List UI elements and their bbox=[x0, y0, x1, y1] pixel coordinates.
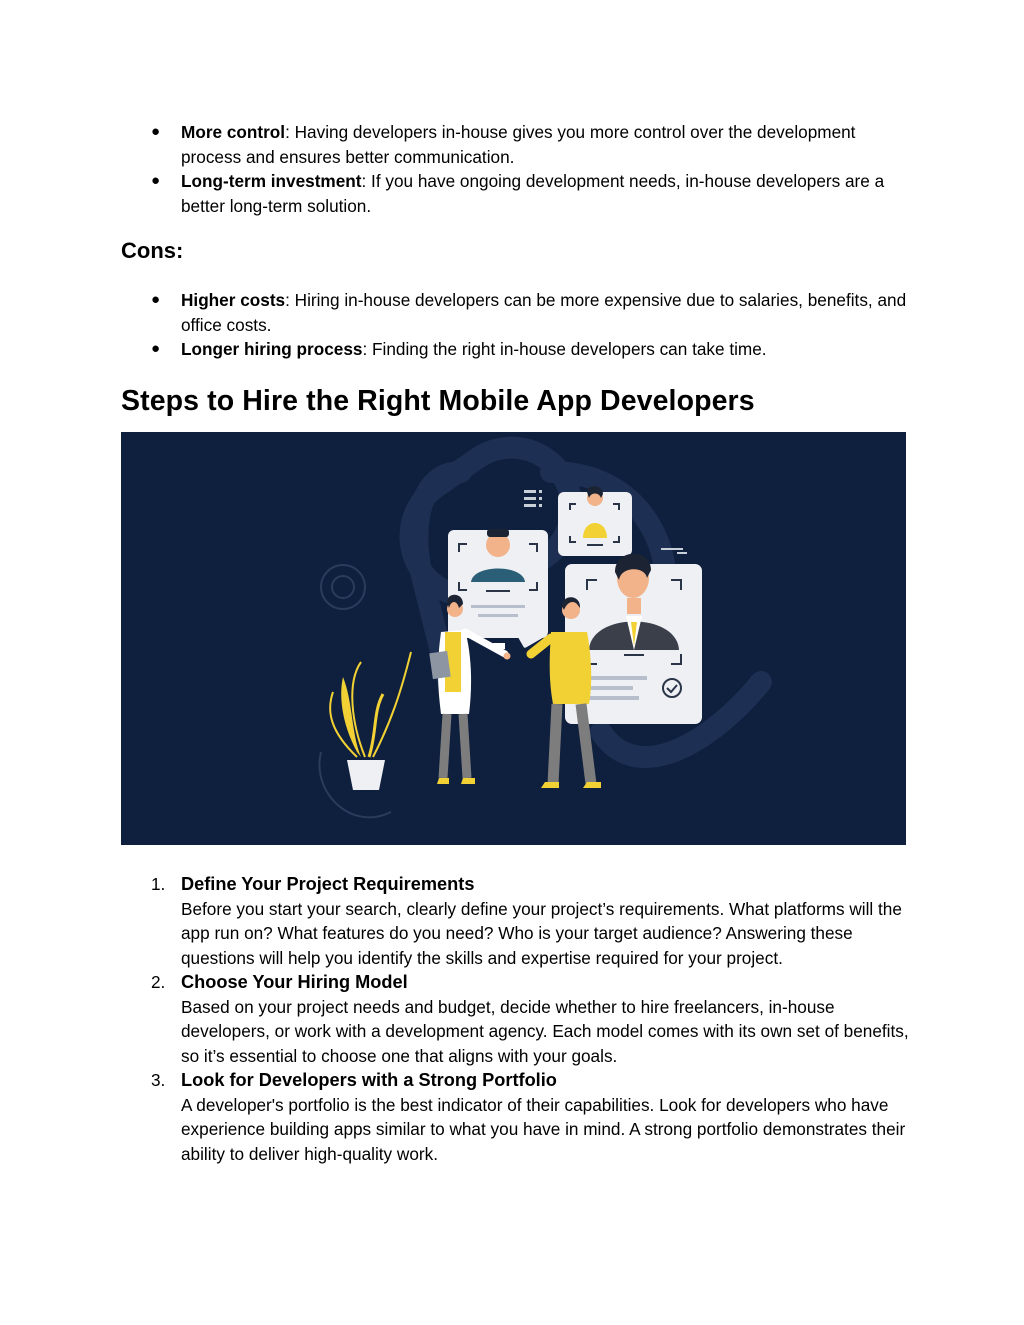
bullet-icon: ● bbox=[151, 123, 161, 140]
bullet-icon: ● bbox=[151, 291, 161, 308]
business-card bbox=[493, 643, 505, 649]
profile-card-left bbox=[448, 529, 548, 638]
menu-icon bbox=[524, 490, 542, 507]
step-number: 3. bbox=[151, 1070, 166, 1090]
item-text: : Finding the right in-house developers can take time. bbox=[362, 339, 767, 359]
step-body: Before you start your search, clearly define your project’s requirements. What platforms will the app run on? What features do you need? Who is your target audience? Answering these questions will help you identify the skills and expertise required for your project. bbox=[181, 898, 902, 968]
list-item bbox=[121, 169, 911, 218]
plant-illustration bbox=[330, 652, 411, 790]
section-title: Steps to Hire the Right Mobile App Developers bbox=[121, 385, 755, 417]
list-item bbox=[121, 337, 911, 362]
pros-list bbox=[121, 120, 911, 218]
step-item bbox=[121, 970, 911, 1068]
item-term: Higher costs bbox=[181, 290, 286, 310]
step-item bbox=[121, 872, 911, 970]
step-number: 1. bbox=[151, 874, 166, 894]
step-body: Based on your project needs and budget, decide whether to hire freelancers, in-house developers, or work with a development agency. Each model comes with its own set of benefits, so it’s essential to choose one that aligns with your goals. bbox=[181, 996, 909, 1066]
step-title: Look for Developers with a Strong Portfolio bbox=[181, 1070, 557, 1090]
hiring-illustration bbox=[121, 432, 906, 845]
item-text: : Having developers in-house gives you more control over the development process and ensures better communication. bbox=[181, 122, 856, 167]
list-item bbox=[121, 120, 911, 169]
item-term: More control bbox=[181, 122, 286, 142]
step-title: Choose Your Hiring Model bbox=[181, 972, 408, 992]
step-item bbox=[121, 1068, 911, 1166]
profile-card-top bbox=[558, 486, 632, 556]
cons-list bbox=[121, 288, 911, 362]
steps-list bbox=[121, 872, 911, 1166]
bullet-icon: ● bbox=[151, 340, 161, 357]
item-term: Longer hiring process bbox=[181, 339, 363, 359]
step-body: A developer's portfolio is the best indicator of their capabilities. Look for developers who have experience building apps similar to what you have in mind. A strong portfolio demonstrates their ability to deliver high-quality work. bbox=[181, 1094, 906, 1164]
list-item bbox=[121, 288, 911, 337]
hero-illustration bbox=[121, 432, 906, 845]
item-term: Long-term investment bbox=[181, 171, 362, 191]
item-text: : If you have ongoing development needs, in-house developers are a better long-term solution. bbox=[181, 171, 885, 216]
cons-heading: Cons: bbox=[121, 238, 184, 263]
step-number: 2. bbox=[151, 972, 166, 992]
bullet-icon: ● bbox=[151, 172, 161, 189]
item-text: : Hiring in-house developers can be more expensive due to salaries, benefits, and office costs. bbox=[181, 290, 907, 335]
step-title: Define Your Project Requirements bbox=[181, 874, 475, 894]
